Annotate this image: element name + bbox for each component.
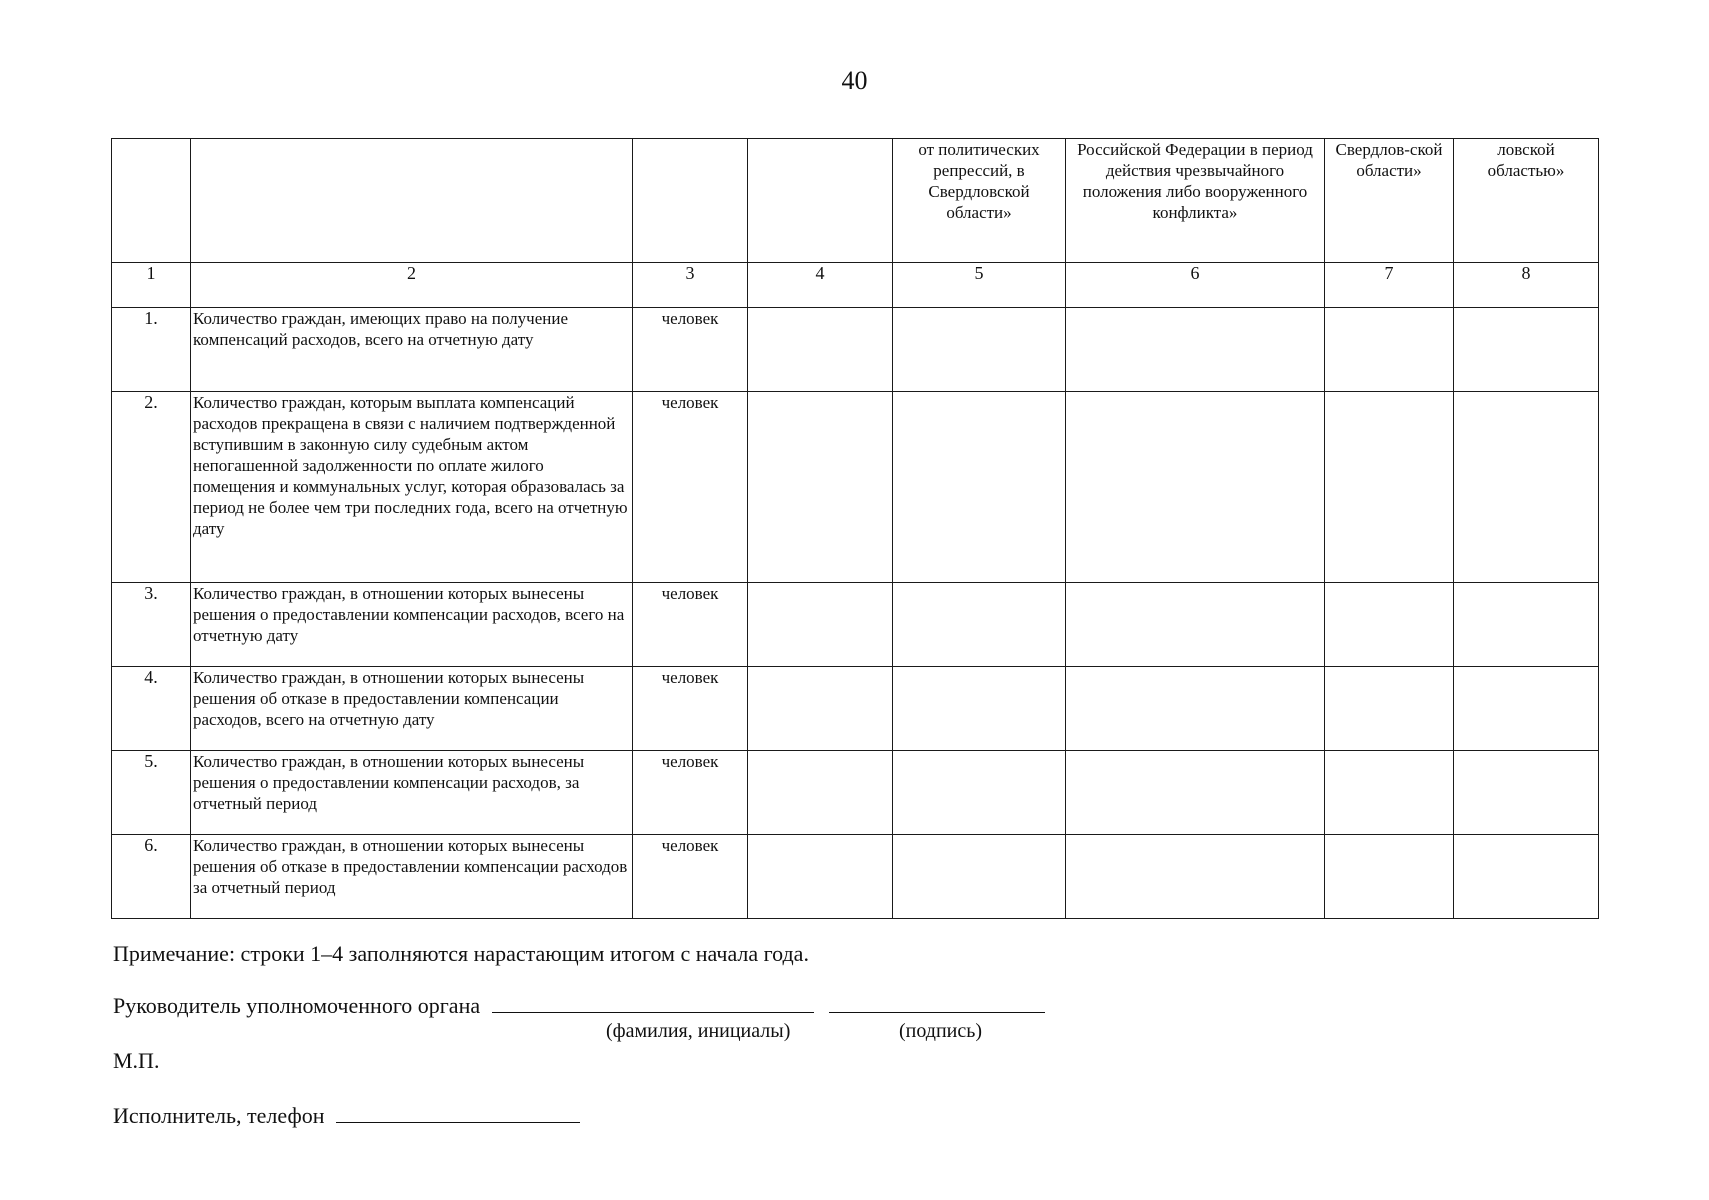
value-cell[interactable] [1325, 835, 1454, 919]
row-description: Количество граждан, в отношении которых вынесены решения об отказе в предоставлении компенсации расходов за отчетный период [191, 835, 633, 919]
executor-line [113, 1102, 580, 1129]
row-description: Количество граждан, имеющих право на получение компенсаций расходов, всего на отчетную дату [191, 308, 633, 392]
value-cell[interactable] [1454, 583, 1599, 667]
value-cell[interactable] [748, 667, 893, 751]
value-cell[interactable] [1454, 751, 1599, 835]
value-cell[interactable] [748, 308, 893, 392]
column-number: 2 [191, 263, 633, 308]
row-unit: человек [633, 583, 748, 667]
value-cell[interactable] [1454, 835, 1599, 919]
executor-blank-field[interactable] [336, 1102, 580, 1123]
header-cell [633, 139, 748, 263]
value-cell[interactable] [748, 835, 893, 919]
value-cell[interactable] [1325, 392, 1454, 583]
value-cell[interactable] [1066, 835, 1325, 919]
row-number: 3. [112, 583, 191, 667]
row-description: Количество граждан, в отношении которых вынесены решения о предоставлении компенсации расходов, за отчетный период [191, 751, 633, 835]
row-unit: человек [633, 667, 748, 751]
row-description: Количество граждан, в отношении которых вынесены решения о предоставлении компенсации расходов, всего на отчетную дату [191, 583, 633, 667]
column-number: 3 [633, 263, 748, 308]
row-description: Количество граждан, в отношении которых вынесены решения об отказе в предоставлении компенсации расходов, всего на отчетную дату [191, 667, 633, 751]
row-unit: человек [633, 751, 748, 835]
header-cell [748, 139, 893, 263]
executor-label: Исполнитель, телефон [113, 1103, 325, 1128]
report-table [111, 138, 1599, 919]
value-cell[interactable] [893, 308, 1066, 392]
row-number: 6. [112, 835, 191, 919]
head-signature-line [113, 992, 1045, 1019]
value-cell[interactable] [893, 667, 1066, 751]
header-cell: Российской Федерации в период действия чрезвычайного положения либо вооруженного конфликта» [1066, 139, 1325, 263]
column-number: 1 [112, 263, 191, 308]
value-cell[interactable] [1454, 667, 1599, 751]
row-number: 4. [112, 667, 191, 751]
header-cell: от политических репрессий, в Свердловской области» [893, 139, 1066, 263]
signature-blank-field[interactable] [829, 992, 1045, 1013]
row-number: 2. [112, 392, 191, 583]
value-cell[interactable] [748, 751, 893, 835]
table-header-row [112, 139, 1599, 263]
value-cell[interactable] [893, 835, 1066, 919]
name-caption: (фамилия, инициалы) [606, 1020, 791, 1042]
header-cell: Свердлов-ской области» [1325, 139, 1454, 263]
value-cell[interactable] [1066, 667, 1325, 751]
column-number-row [112, 263, 1599, 308]
table-row [112, 835, 1599, 919]
head-label: Руководитель уполномоченного органа [113, 993, 481, 1018]
value-cell[interactable] [893, 751, 1066, 835]
value-cell[interactable] [893, 392, 1066, 583]
row-unit: человек [633, 308, 748, 392]
value-cell[interactable] [1325, 583, 1454, 667]
row-description: Количество граждан, которым выплата компенсаций расходов прекращена в связи с наличием подтвержденной вступившим в законную силу судебным актом непогашенной задолженности по оплате жилого помещения и коммунальных услуг, которая образовалась за период не более чем три последних года, всего на отчетную дату [191, 392, 633, 583]
value-cell[interactable] [893, 583, 1066, 667]
column-number: 7 [1325, 263, 1454, 308]
header-cell [112, 139, 191, 263]
value-cell[interactable] [1325, 667, 1454, 751]
column-number: 6 [1066, 263, 1325, 308]
header-cell [191, 139, 633, 263]
value-cell[interactable] [748, 392, 893, 583]
table-row [112, 583, 1599, 667]
column-number: 8 [1454, 263, 1599, 308]
value-cell[interactable] [1066, 308, 1325, 392]
table-row [112, 308, 1599, 392]
page-number: 40 [841, 66, 868, 95]
value-cell[interactable] [1066, 751, 1325, 835]
row-unit: человек [633, 835, 748, 919]
table-row [112, 751, 1599, 835]
table-note: Примечание: строки 1–4 заполняются нарастающим итогом с начала года. [113, 941, 809, 966]
table-row [112, 667, 1599, 751]
value-cell[interactable] [748, 583, 893, 667]
row-number: 1. [112, 308, 191, 392]
value-cell[interactable] [1325, 751, 1454, 835]
column-number: 5 [893, 263, 1066, 308]
row-unit: человек [633, 392, 748, 583]
row-number: 5. [112, 751, 191, 835]
value-cell[interactable] [1066, 583, 1325, 667]
column-number: 4 [748, 263, 893, 308]
name-blank-field[interactable] [492, 992, 814, 1013]
stamp-label: М.П. [113, 1048, 160, 1073]
signature-caption: (подпись) [899, 1020, 983, 1042]
value-cell[interactable] [1066, 392, 1325, 583]
value-cell[interactable] [1454, 308, 1599, 392]
table-row [112, 392, 1599, 583]
value-cell[interactable] [1325, 308, 1454, 392]
value-cell[interactable] [1454, 392, 1599, 583]
header-cell: ловской областью» [1454, 139, 1599, 263]
